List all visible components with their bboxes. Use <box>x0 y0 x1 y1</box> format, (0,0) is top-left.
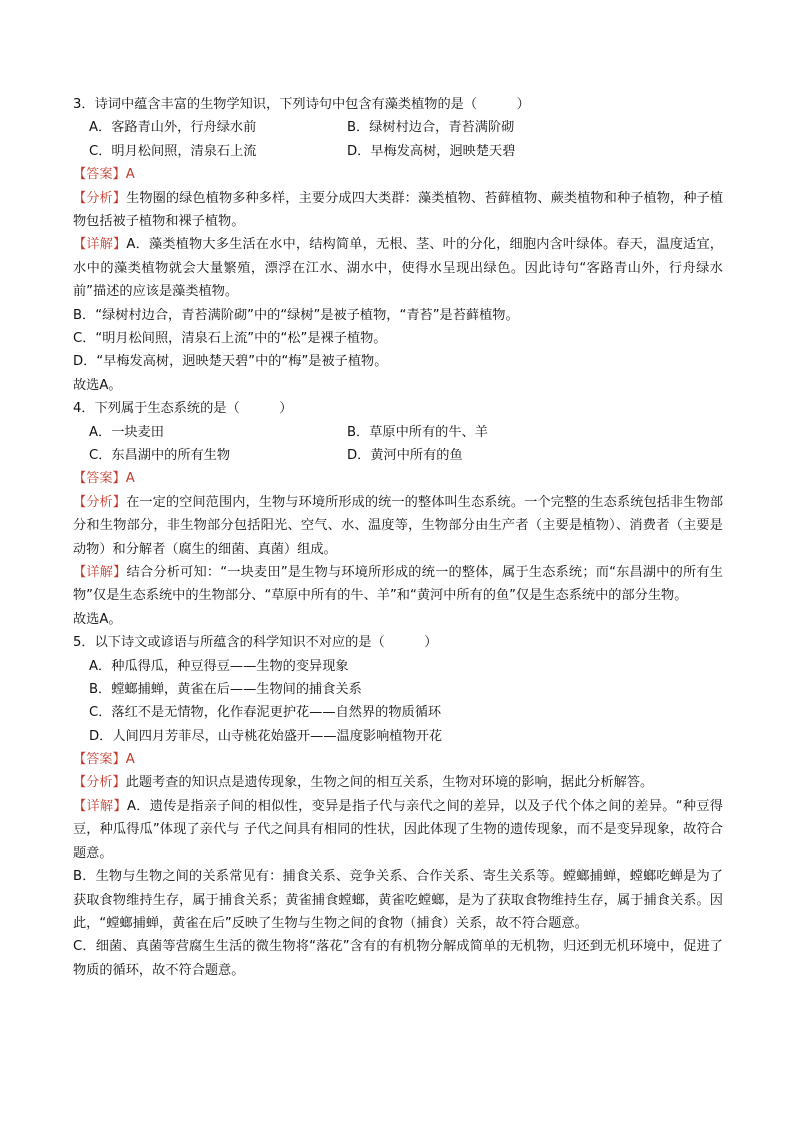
q4-option-c: C．东昌湖中的所有生物 <box>89 447 231 463</box>
q5-detail-text: A．遗传是指亲子间的相似性，变异是指子代与亲代之间的差异，以及子代个体之间的差异。“种豆得豆，种瓜得瓜”体现了亲代与 子代之间具有相同的性状，因此体现了生物的遗传现象，而不是变异现象，故符合题意。 <box>73 798 723 861</box>
q3-stem: 3．诗词中蕴含丰富的生物学知识，下列诗句中包含有藻类植物的是（ ） <box>73 97 530 112</box>
q5-answer-value: A <box>125 752 135 768</box>
q5-option-d: D．人间四月芳菲尽，山寺桃花始盛开——温度影响植物开花 <box>89 728 443 744</box>
document-page <box>73 93 723 982</box>
q3-answer-tag: 【答案】 <box>73 167 126 183</box>
q3-options-row-1 <box>73 116 723 139</box>
q3-detail-b: B．“绿树村边合，青苔满阶砌”中的“绿树”是被子植物，“青苔”是苔藓植物。 <box>73 307 519 323</box>
q5-detail <box>73 795 723 865</box>
q4-analysis-tag: 【分析】 <box>73 494 127 510</box>
q4-answer <box>73 467 723 490</box>
q5-option-b: B．螳螂捕蝉，黄雀在后——生物间的捕食关系 <box>89 681 362 697</box>
q3-conclusion: 故选A。 <box>73 377 122 393</box>
q5-analysis <box>73 771 723 794</box>
q4-options-row-2 <box>73 444 723 467</box>
q3-answer <box>73 163 723 186</box>
q3-detail <box>73 233 723 303</box>
q4-detail-text: 结合分析可知：“一块麦田”是生物与环境所形成的统一的整体，属于生态系统；而“东昌湖中的所有生物”仅是生态系统中的生物部分、“草原中所有的牛、羊”和“黄河中所有的鱼”仅是生态系统中的部分生物。 <box>73 564 723 604</box>
q3-answer-value: A <box>125 167 135 183</box>
q3-option-d: D．早梅发高树，迥映楚天碧 <box>347 143 516 159</box>
q5-detail-b: B．生物与生物之间的关系常见有：捕食关系、竞争关系、合作关系、寄生关系等。螳螂捕蝉，螳螂吃蝉是为了获取食物维持生存，属于捕食关系；黄雀捕食螳螂，黄雀吃螳螂，是为了获取食物维持生存，属于捕食关系。因此，“螳螂捕蝉，黄雀在后”反映了生物与生物之间的食物（捕食）关系，故不符合题意。 <box>73 869 723 931</box>
q4-option-a: A．一块麦田 <box>89 424 164 440</box>
q3-option-c: C．明月松间照，清泉石上流 <box>89 143 257 159</box>
q5-stem: 5．以下诗文或谚语与所蕴含的科学知识不对应的是（ ） <box>73 635 438 651</box>
q5-detail-tag: 【详解】 <box>73 798 127 814</box>
q3-option-b: B．绿树村边合，青苔满阶砌 <box>347 120 515 136</box>
q4-detail <box>73 561 723 608</box>
q3-detail-c: C．“明月松间照，清泉石上流”中的“松”是裸子植物。 <box>73 330 387 346</box>
q4-detail-tag: 【详解】 <box>73 564 127 580</box>
q3-option-a: A．客路青山外，行舟绿水前 <box>89 120 257 136</box>
q3-detail-tag: 【详解】 <box>73 237 127 253</box>
q3-analysis-text: 生物圈的绿色植物多种多样，主要分成四大类群：藻类植物、苔藓植物、蕨类植物和种子植物，种子植物包括被子植物和裸子植物。 <box>73 190 724 229</box>
q3-detail-text: A．藻类植物大多生活在水中，结构简单，无根、茎、叶的分化，细胞内含叶绿体。春天，温度适宜，水中的藻类植物就会大量繁殖，漂浮在江水、湖水中，使得水呈现出绿色。因此诗句“客路青山外，行舟绿水前”描述的应该是藻类植物。 <box>73 237 723 300</box>
q5-option-c: C．落红不是无情物，化作春泥更护花——自然界的物质循环 <box>89 705 442 721</box>
q3-analysis-tag: 【分析】 <box>73 190 127 206</box>
q5-detail-c: C．细菌、真菌等营腐生生活的微生物将“落花”含有的有机物分解成简单的无机物，归还到无机环境中，促进了物质的循环，故不符合题意。 <box>73 939 723 978</box>
q4-stem: 4．下列属于生态系统的是（ ） <box>73 401 293 417</box>
q4-analysis-text: 在一定的空间范围内，生物与环境所形成的统一的整体叫生态系统。一个完整的生态系统包括非生物部分和生物部分，非生物部分包括阳光、空气、水、温度等，生物部分由生产者（主要是植物）、消费者（主要是动物）和分解者（腐生的细菌、真菌）组成。 <box>73 494 724 557</box>
q3-detail-d: D．“早梅发高树，迥映楚天碧”中的“梅”是被子植物。 <box>73 354 388 370</box>
q4-options-row-1 <box>73 421 723 444</box>
q4-answer-tag: 【答案】 <box>73 471 126 487</box>
q4-analysis <box>73 491 723 561</box>
q5-answer <box>73 748 723 771</box>
q4-option-b: B．草原中所有的牛、羊 <box>347 424 488 440</box>
q5-analysis-tag: 【分析】 <box>73 775 126 791</box>
q5-option-a: A．种瓜得瓜，种豆得豆——生物的变异现象 <box>89 658 349 674</box>
q3-analysis <box>73 187 723 234</box>
q4-option-d: D．黄河中所有的鱼 <box>347 447 463 463</box>
q4-conclusion: 故选A。 <box>73 611 122 627</box>
q5-analysis-text: 此题考查的知识点是遗传现象，生物之间的相互关系，生物对环境的影响，据此分析解答。 <box>125 775 654 791</box>
q4-answer-value: A <box>125 471 135 487</box>
q5-answer-tag: 【答案】 <box>73 752 126 768</box>
q3-options-row-2 <box>73 140 723 163</box>
